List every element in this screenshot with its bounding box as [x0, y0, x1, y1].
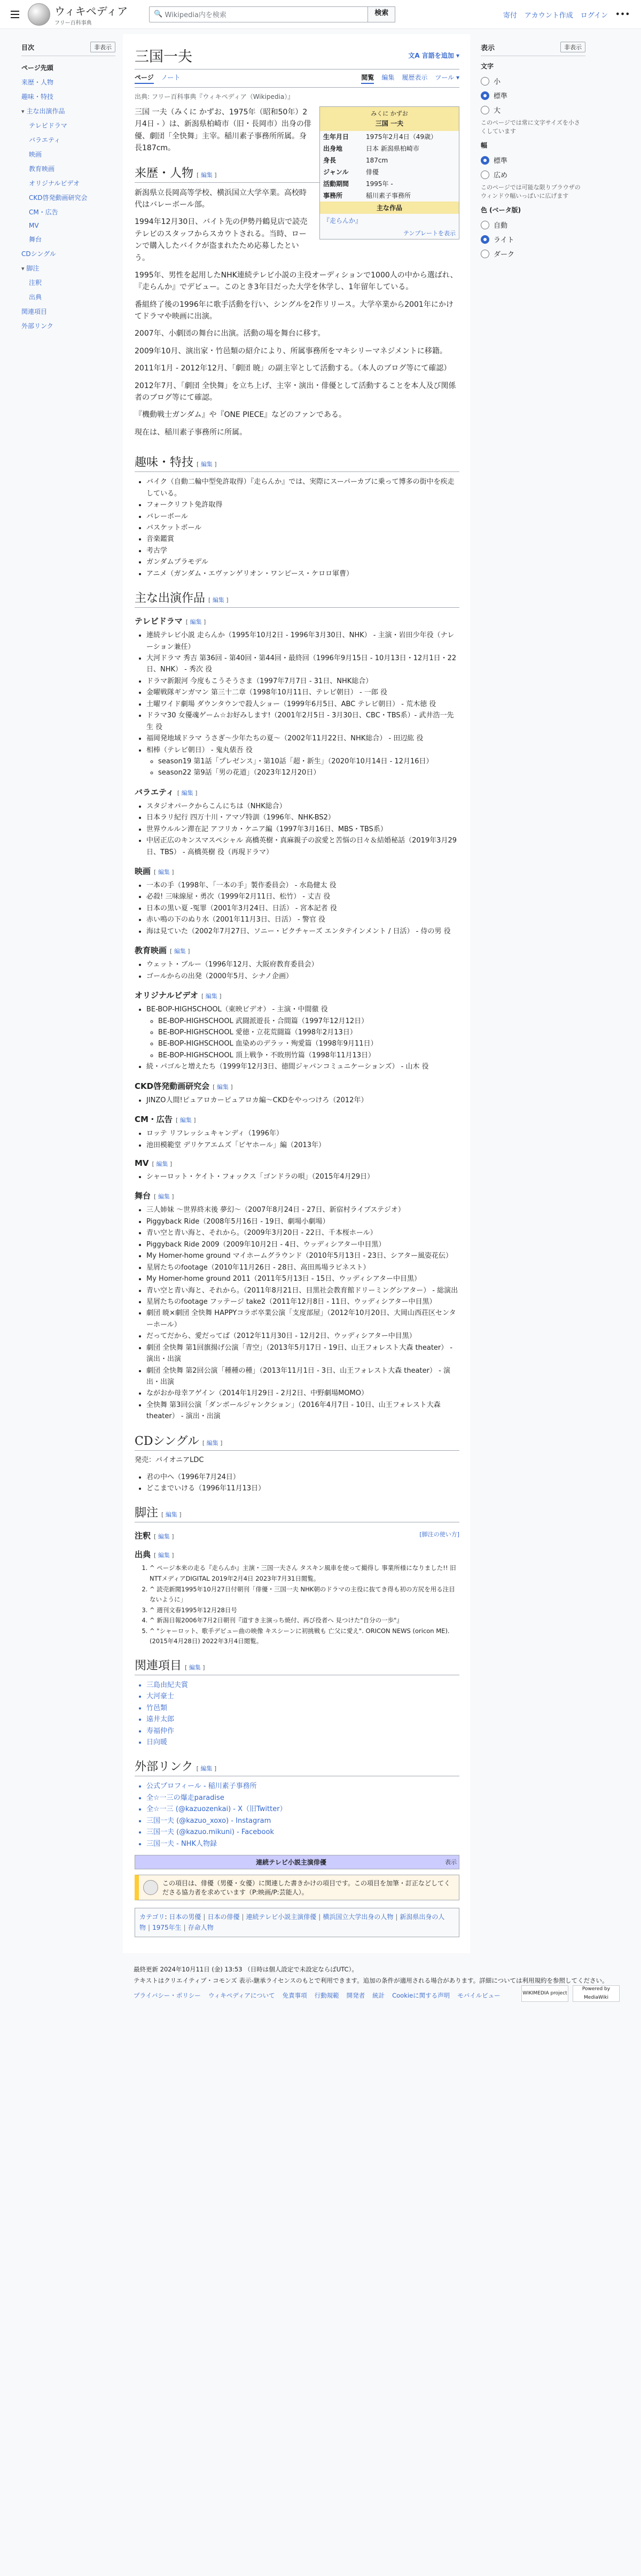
appearance-option-label: ダーク [494, 251, 515, 259]
donate-link[interactable]: 寄付 [503, 12, 517, 20]
lead-paragraph: 三国 一夫（みくに かずお、1975年（昭和50年）2月4日 - ）は、新潟県柏崎市（旧・長岡市）出身の俳優、劇団「全快舞」主宰。稲川素子事務所所属。身長187cm。 [135, 108, 311, 153]
section-cd: CDシングル [ 編集 ] [135, 1432, 459, 1451]
edu-film-item: • ウェット・ブルー（1996年12月、大阪府教育委員会） [146, 959, 459, 970]
footer-link[interactable]: 免責事項 [282, 1992, 307, 2000]
related-link[interactable]: • 竹邑類 [146, 1703, 459, 1714]
category-separator: | [148, 1924, 151, 1932]
reference-item: 2. ^ 読売新聞1995年10月27日付朝刊「俳優・三国一夫 NHK朝のドラマの主役に抜てき得も初の方尻を用る注目ないように」 [150, 1584, 459, 1605]
edit-link[interactable]: [ 編集 ] [185, 618, 206, 626]
radio-icon[interactable] [481, 250, 489, 258]
footer-link[interactable]: 行動規範 [314, 1992, 339, 2000]
category-link[interactable]: 日本の俳優 [207, 1913, 240, 1921]
toc-item[interactable]: 趣味・特技 [21, 93, 54, 100]
infobox-key: 事務所 [323, 191, 343, 199]
tab-history[interactable]: 履歴表示 [402, 74, 428, 81]
toc-title: 目次 [21, 43, 35, 51]
tab-page[interactable]: ページ [135, 73, 154, 84]
section-career: 来歴・人物 [ 編集 ] [135, 164, 459, 183]
section-notes: 脚注 [ 編集 ] [135, 1504, 459, 1522]
subsection-variety: バラエティ [ 編集 ] [135, 787, 198, 797]
tv-item-text: ドラマ30 女優魂ゲーム☆お好みします!（2001年2月5日 - 3月30日、CBC・TBS系）- 武井浩一先生 役 [146, 711, 454, 731]
variety-item: • スタジオパークからこんにちは（NHK総合） [146, 801, 459, 812]
subsection-tv: テレビドラマ [ 編集 ] [135, 616, 206, 626]
radio-icon[interactable] [481, 235, 489, 244]
toc-item[interactable]: オリジナルビデオ [29, 180, 80, 187]
edit-link[interactable]: [ 編集 ] [185, 1664, 205, 1671]
reference-item: 1. ^ ページ本来の走る『走らんか』主演・三国一夫さん タスキン風車を使って撮得し 事業所様になりました!! 旧NTTメディアDIGITAL 2019年2月4日 2023年7月31日閲覧。 [150, 1563, 459, 1584]
career-paragraph: 1995年、男性を起用したNHK連続テレビ小説の主役オーディションで1000人の中から選ばれ、『走らんか』でデビュー。このとき3年目だった大学を休学し、1年留年している。 [135, 270, 458, 292]
footer-link[interactable]: Cookieに関する声明 [392, 1992, 450, 2000]
infobox-key: 出身地 [323, 144, 343, 152]
toc-item[interactable]: 外部リンク [21, 322, 53, 330]
create-account-link[interactable]: アカウント作成 [524, 12, 573, 20]
infobox [319, 106, 459, 239]
subsection-cm: CM・広告 [ 編集 ] [135, 1115, 196, 1125]
appearance-group-label: 色 (ベータ版) [481, 206, 521, 214]
toc-sidebar [0, 34, 123, 1953]
tv-item [146, 676, 459, 687]
ov-item-text: BE-BOP-HIGHSCHOOL（東映ビデオ） - 主演・中間徹 役 [146, 1005, 328, 1014]
toc-item[interactable]: ▾ 脚注 [21, 261, 115, 275]
movie-item: • 赤い鳴の下のぬり水（2001年11月3日、日活） - 警官 役 [146, 914, 459, 925]
tab-edit[interactable]: 編集 [381, 74, 395, 81]
tv-item [146, 745, 459, 779]
ov-sub-item: ◦ BE-BOP-HIGHSCHOOL 血染めのデラッ・殉愛篇（1998年9月11日） [158, 1038, 459, 1049]
section-external: 外部リンク [ 編集 ] [135, 1758, 459, 1776]
reference-item: 4. ^ 新潟日報2006年7月2日朝刊『道すき主演っち焼付、再び役者へ 見つけた"自分の一歩"』 [150, 1615, 459, 1626]
category-separator: | [203, 1913, 206, 1921]
subsection-movie: 映画 [ 編集 ] [135, 867, 174, 877]
category-separator: | [395, 1913, 398, 1921]
cd-single-item: • どこまでいける（1996年11月13日） [146, 1483, 459, 1494]
appearance-option[interactable] [481, 232, 585, 246]
infobox-works-heading: 主な作品 [320, 202, 459, 214]
external-link[interactable]: • 全☆一三 (@kazuozenkai) - X（旧Twitter） [146, 1804, 459, 1815]
tab-tools[interactable]: ツール ▾ [435, 74, 459, 81]
toc-item[interactable]: 教育映画 [29, 165, 55, 173]
tv-sub-item: ◦ season19 第1話「プレゼンス」・第10話「超・新生」（2020年10月14日 - 12月16日） [158, 756, 459, 767]
ov-sub-item: ◦ BE-BOP-HIGHSCHOOL 頂上戦争・不敗刑竹篇（1998年11月13日） [158, 1050, 459, 1061]
career-paragraph: 2007年、小劇団の舞台に出演。活動の場を舞台に移す。 [135, 329, 325, 338]
footer-link[interactable]: 統計 [372, 1992, 385, 2000]
stage-item: • 青い空と青い海と、それから。（2011年8月21日、目黒社会教育館ドリーミングシアター） - 総演出 [146, 1285, 459, 1296]
edit-link[interactable]: [ 編集 ] [154, 1533, 174, 1541]
infobox-row [320, 166, 459, 178]
tv-item-text: 土曜ワイド劇場 ダウンタウンで殺人ショー（1999年6月5日、ABC テレビ朝日） - 荒木徳 役 [146, 700, 436, 708]
ov-item: • 続・パゴルと増えたち（1999年12月3日、徳間ジャパンコミュニケーションズ） - 山木 役 [146, 1061, 459, 1072]
movie-item: • 海は見ていた（2002年7月27日、ソニー・ピクチャーズ エンタテインメント / 日活） - 侍の男 役 [146, 926, 459, 937]
infobox-key: 生年月日 [323, 133, 349, 141]
edit-link[interactable]: [ 編集 ] [197, 461, 217, 468]
edit-link[interactable]: [ 編集 ] [177, 789, 198, 796]
category-separator: | [183, 1924, 186, 1932]
edit-link[interactable]: [ 編集 ] [196, 1765, 217, 1773]
edit-link[interactable]: [ 編集 ] [161, 1511, 182, 1519]
ov-sub-item: ◦ BE-BOP-HIGHSCHOOL 武闘派遊長・合間篇（1997年12月12日） [158, 1016, 459, 1027]
footer-link[interactable]: 開発者 [346, 1992, 365, 2000]
career-paragraph: 『機動戦士ガンダム』や『ONE PIECE』などのファンである。 [135, 411, 346, 420]
variety-item: • 日本ラリ紀行 四万十川・アマゾ特訓（1996年、NHK-BS2） [146, 812, 459, 823]
stage-item: • My Homer-home ground マイホームグラウンド（2010年5月13日 - 23日、シアター風姿花伝） [146, 1250, 459, 1262]
category-link[interactable]: 日本の男優 [169, 1913, 201, 1921]
toc-item[interactable]: 来歴・人物 [21, 79, 54, 86]
career-paragraph: 現在は、稲川素子事務所に所属。 [135, 428, 247, 437]
appearance-option[interactable] [481, 246, 585, 261]
toc-list [21, 60, 115, 333]
external-link[interactable]: • 公式プロフィール - 稲川素子事務所 [146, 1781, 459, 1792]
tv-sub-item: ◦ season22 第9話「男の花道」（2023年12月20日） [158, 767, 459, 778]
stage-item: • 青い空と青い海と、それから。（2009年3月20日 - 22日、千本桜ホール） [146, 1227, 459, 1239]
appearance-option-label: 自動 [494, 222, 508, 230]
toc-item[interactable]: 関連項目 [21, 308, 48, 315]
template-link[interactable]: テンプレートを表示 [403, 229, 456, 237]
reference-item: 5. ^ "シャーロット、歌手デビュー曲の映像 キスシーンに初挑戦も 亡父に愛え". ORICON NEWS (oricon ME). (2015年4月28日) 2022年3月4日閲覧。 [150, 1626, 459, 1647]
footnote-help-link[interactable]: [脚注の使い方] [419, 1531, 459, 1538]
edit-link[interactable]: [ 編集 ] [197, 171, 217, 179]
subsection-stage: 舞台 [ 編集 ] [135, 1191, 174, 1201]
site-logo[interactable] [28, 3, 128, 26]
edu-film-item: • ゴールからの出発（2000年5月、シナノ企画） [146, 971, 459, 982]
cd-label: 発売：パイオニアLDC [135, 1456, 204, 1464]
toc-item[interactable]: ▾ 主な出演作品 [21, 104, 115, 118]
appearance-hide-button[interactable]: 非表示 [560, 42, 585, 52]
edit-link[interactable]: [ 編集 ] [201, 993, 222, 1000]
cm-item: • 池田模範堂 デリケアエムズ「ビヤホール」編（2013年） [146, 1140, 459, 1151]
movie-item: • 一本の手（1998年、「一本の手」製作委員会） - 水島健太 役 [146, 880, 459, 891]
hobby-item: • ガンダムプラモデル [146, 556, 459, 568]
infobox-row [320, 190, 459, 202]
career-paragraph: 2009年10月、演出家・竹邑類の紹介により、所属事務所をマキシリーマネジメントに移籍。 [135, 346, 447, 355]
stage-item: • Piggyback Ride（2008年5月16日 - 19日、劇場小劇場） [146, 1216, 459, 1227]
hobby-item: • バイク（自動二輪中型免許取得）『走らんか』では、実際にスーパーカブに乗って博多の街中を疾走している。 [146, 476, 459, 499]
tv-item [146, 653, 459, 676]
movie-item: • 必殺! 三味線屋・勇次（1999年2月11日、松竹） - 丈吉 役 [146, 891, 459, 902]
career-paragraph: 2012年7月、「劇団 全快舞」を立ち上げ、主宰・演出・俳優として活動することを本人及び関係者のブログ等にて確認。 [135, 381, 456, 403]
toc-item[interactable]: 注釈 [29, 279, 42, 287]
search-form [149, 6, 395, 22]
appearance-option[interactable] [481, 167, 585, 182]
tv-item-text: 連続テレビ小説 走らんか（1995年10月2日 - 1996年3月30日、NHK） - 主演・岩田少年役（ナレーション兼任） [146, 631, 455, 651]
tv-item [146, 699, 459, 710]
page-footer [0, 1953, 641, 2018]
section-related: 関連項目 [ 編集 ] [135, 1657, 459, 1675]
tv-item [146, 630, 459, 653]
category-link[interactable]: 1975年生 [152, 1924, 182, 1932]
wikipedia-globe-icon [28, 3, 50, 26]
career-paragraph: 2011年1月 - 2012年12月、「劇団 暁」の副主宰として活動する。（本人のブログ等にて確認） [135, 364, 451, 373]
related-link[interactable]: • 三島由紀夫賞 [146, 1680, 459, 1691]
stage-item: • 劇団 全快舞 第1回旗揚げ公演「青空」（2013年5月17日 - 19日、山王フォレスト大森 theater） - 演出・出演 [146, 1342, 459, 1365]
appearance-hint: このページでは可能な限りブラウザのウィンドウ幅いっぱいに広げます [481, 184, 581, 199]
navbox-title[interactable]: 連続テレビ小説主演俳優 表示 [135, 1855, 459, 1869]
infobox-value: 俳優 [366, 168, 379, 176]
subsection-ov: オリジナルビデオ [ 編集 ] [135, 991, 222, 1001]
appearance-group-label: 幅 [481, 142, 488, 149]
radio-icon[interactable] [481, 106, 489, 114]
footer-link[interactable]: モバイルビュー [457, 1992, 501, 2000]
hobby-item: • バレーボール [146, 511, 459, 522]
page-tabs [135, 69, 459, 88]
category-label[interactable]: カテゴリ [139, 1913, 165, 1921]
search-button[interactable]: 検索 [368, 6, 395, 22]
page-source-note: 出典: フリー百科事典『ウィキペディア（Wikipedia）』 [135, 93, 294, 100]
category-separator: | [241, 1913, 244, 1921]
toc-item[interactable]: 舞台 [29, 236, 42, 243]
edit-link[interactable]: [ 編集 ] [152, 1161, 173, 1168]
logo-subtitle: フリー百科事典 [54, 20, 92, 26]
subsection-mv: MV [ 編集 ] [135, 1158, 173, 1169]
add-languages-button[interactable]: 文A 言語を追加 ▾ [408, 52, 459, 59]
subsection-ckd: CKD啓発動画研究会 [ 編集 ] [135, 1081, 233, 1091]
tab-read[interactable]: 閲覧 [361, 73, 374, 84]
appearance-option-label: 小 [494, 78, 501, 86]
radio-icon[interactable] [481, 171, 489, 179]
logo-title: ウィキペディア [54, 4, 128, 18]
search-icon: 🔍 [154, 10, 165, 18]
appearance-option[interactable] [481, 74, 585, 88]
tv-item [146, 687, 459, 698]
infobox-row [320, 143, 459, 154]
infobox-key: 活動期間 [323, 180, 349, 188]
category-link[interactable]: 存命人物 [187, 1924, 214, 1932]
stage-item: • ながおか母幸アゲイン（2014年1月29日 - 2月2日、中野劇場MOMO） [146, 1388, 459, 1399]
hobby-item: • バスケットボール [146, 522, 459, 533]
category-box: カテゴリ: 日本の男優 | 日本の俳優 | 連続テレビ小説主演俳優 | 横浜国立大学出身の人物 | 新潟県出身の人物 | 1975年生 | 存命人物 [135, 1908, 459, 1937]
section-works: 主な出演作品 [ 編集 ] [135, 589, 459, 608]
edit-link[interactable]: [ 編集 ] [154, 1552, 174, 1559]
toc-item[interactable]: テレビドラマ [29, 122, 67, 129]
infobox-name: 三国 一夫 [375, 119, 404, 127]
stage-item: • 全快舞 第3回公演「ダンボールジャンクション」（2016年4月7日 - 10日、山王フォレスト大森theater） - 演出・出演 [146, 1399, 459, 1422]
appearance-title: 表示 [481, 44, 495, 52]
section-hobby: 趣味・特技 [ 編集 ] [135, 453, 459, 472]
toc-item[interactable]: 出典 [29, 293, 42, 301]
appearance-option[interactable] [481, 103, 585, 117]
tv-item-text: ドラマ新銀河 今度もこうそうさま（1997年7月7日 - 31日、NHK総合） [146, 677, 373, 685]
page-title: 三国一夫 [135, 49, 192, 65]
related-link[interactable]: • 日向暖 [146, 1737, 459, 1748]
stub-notice [135, 1875, 459, 1900]
edit-link[interactable]: [ 編集 ] [170, 948, 190, 955]
ov-sub-item: ◦ BE-BOP-HIGHSCHOOL 愛徳・立花荒闘篇（1998年2月13日） [158, 1027, 459, 1038]
related-link[interactable]: • 寿福仲作 [146, 1726, 459, 1737]
hobby-item: • 考古学 [146, 545, 459, 556]
external-link[interactable]: • 三国一夫 - NHK人物録 [146, 1838, 459, 1850]
search-input[interactable]: 🔍 Wikipedia内を検索 [149, 6, 368, 22]
login-link[interactable]: ログイン [580, 12, 608, 20]
infobox-value: 187cm [366, 156, 388, 164]
infobox-value: 稲川素子事務所 [366, 191, 411, 199]
subsection-edu: 教育映画 [ 編集 ] [135, 946, 190, 956]
category-link[interactable]: 連続テレビ小説主演俳優 [246, 1913, 317, 1921]
appearance-option-label: 標準 [494, 92, 508, 100]
ckd-item: • JINZO人間!ピュアロカーピュアロカ編〜CKDをやっつけろ（2012年） [146, 1095, 459, 1106]
hobby-item: • 音楽鑑賞 [146, 533, 459, 545]
tv-item [146, 733, 459, 744]
infobox-key: 身長 [323, 156, 337, 164]
radio-icon[interactable] [481, 221, 489, 229]
stage-item: • だってだから、愛だってば（2012年11月30日 - 12月2日、ウッディシアター中目黒） [146, 1330, 459, 1342]
tv-item-text: 大河ドラマ 秀吉 第36回 - 第40回・第44回・最終回（1996年9月15日 - 10月13日・12月1日・22日、NHK） - 秀次 役 [146, 654, 457, 674]
edit-link[interactable]: [ 編集 ] [202, 1439, 223, 1446]
more-options-icon[interactable]: ••• [615, 11, 630, 19]
appearance-option-label: 広め [494, 172, 508, 180]
appearance-panel [470, 34, 593, 1953]
category-link[interactable]: 新潟県出身の人物 [139, 1913, 445, 1932]
navbox [135, 1855, 459, 1869]
radio-icon[interactable] [481, 77, 489, 86]
wikimedia-badge[interactable]: WIKIMEDIA project [521, 1985, 568, 2002]
toc-item[interactable]: MV [29, 222, 39, 229]
variety-item: • 世界ウルルン滞在記 アフリカ・ケニア編（1997年3月16日、MBS・TBS系） [146, 824, 459, 835]
career-paragraph: 新潟県立長岡高等学校、横浜国立大学卒業。高校時代はバレーボール部。 [135, 188, 307, 209]
stage-item: • 劇団 全快舞 第2回公演「種種の種」（2013年11月1日 - 3日、山王フォレスト大森 theater） - 演出・出演 [146, 1365, 459, 1388]
footer-last-modified: 最終更新 2024年10月11日 (金) 13:53 （日時は個人設定で未設定ならばUTC）。 [134, 1965, 358, 1973]
stage-item: • Piggyback Ride 2009（2009年10月2日 - 4日、ウッディシアター中目黒） [146, 1239, 459, 1250]
stage-item: • My Homer-home ground 2011（2011年5月13日 - 15日、ウッディシアター中目黒） [146, 1273, 459, 1285]
career-paragraph: 1994年12月30日、バイト先の伊勢丹鶴見店で読売テレビのスタッフからスカウトされる。当時、ローンで購入したバイクが盗まれたため応募したという。 [135, 218, 308, 262]
subsection-src: 出典 [ 編集 ] [135, 1550, 174, 1560]
infobox-works[interactable]: 『走らんか』 [323, 216, 362, 225]
toc-item[interactable]: ページ先頭 [21, 64, 53, 72]
stub-text: この項目は、俳優（男優・女優）に関連した書きかけの項目です。この項目を加筆・訂正などしてくださる協力者を求めています（P:映画/P:芸能人）。 [162, 1879, 451, 1897]
main-content [123, 34, 470, 1953]
tv-item [146, 710, 459, 733]
stage-item: • 星屑たちのfootage フッテージ take2（2011年12月8日 - 11日、ウッディシアター中目黒） [146, 1296, 459, 1308]
mediawiki-badge[interactable]: Powered by MediaWiki [573, 1985, 620, 2002]
infobox-row [320, 178, 459, 190]
tv-item-text: 相棒（テレビ朝日） - 鬼丸俵吾 役 [146, 746, 253, 754]
toc-item[interactable]: CKD啓発動画研究会 [29, 194, 88, 202]
subsection-chu: 注釈 [ 編集 ] [脚注の使い方] [135, 1531, 459, 1541]
reference-item: 3. ^ 週刊文春1995年12月28日号 [150, 1605, 459, 1616]
toc-item[interactable]: 映画 [29, 151, 42, 158]
appearance-option-label: 大 [494, 107, 501, 115]
appearance-option-label: 標準 [494, 157, 508, 165]
page-title-bar [135, 40, 459, 69]
toc-item[interactable]: CDシングル [21, 250, 56, 258]
tv-item-text: 金曜戦隊ギンガマン 第三十二章（1998年10月11日、テレビ朝日） - 一郎 役 [146, 689, 387, 697]
appearance-option-label: ライト [494, 236, 514, 244]
appearance-group-label: 文字 [481, 63, 494, 70]
related-link[interactable]: • 大河豪士 [146, 1691, 459, 1702]
infobox-key: ジャンル [323, 168, 349, 176]
infobox-row [320, 131, 459, 143]
toc-hide-button[interactable]: 非表示 [90, 42, 115, 52]
toc-item[interactable]: CM・広告 [29, 208, 58, 216]
stage-item: • 星屑たちのfootage（2010年11月26日 - 28日、高田馬場ラビネスト） [146, 1262, 459, 1273]
infobox-value: 日本 新潟県柏崎市 [366, 144, 419, 152]
category-link[interactable]: 横浜国立大学出身の人物 [323, 1913, 394, 1921]
stage-item: • 三人姉妹 〜世界終末後 夢幻〜（2007年8月24日 - 27日、新宿村ライブステジオ） [146, 1204, 459, 1216]
appearance-hint: このページでは常に文字サイズを小さくしています [481, 119, 580, 135]
cd-single-item: • 君の中へ（1996年7月24日） [146, 1472, 459, 1483]
career-paragraph: 番組終了後の1996年に歌手活動を行い、シングルを2作リリース。大学卒業から2001年にかけてドラマや映画に出演。 [135, 300, 454, 321]
edit-link[interactable]: [ 編集 ] [213, 1083, 233, 1090]
infobox-row [320, 154, 459, 166]
tab-talk[interactable]: ノート [161, 74, 181, 81]
hobby-item: • アニメ（ガンダム・エヴァンゲリオン・ワンピース・ケロロ軍曹） [146, 568, 459, 579]
external-link[interactable]: • 三国一夫 (@kazuo_xoxo) - Instagram [146, 1815, 459, 1827]
stub-icon [143, 1880, 158, 1895]
toc-item[interactable]: バラエティ [29, 136, 61, 144]
appearance-option[interactable] [481, 88, 585, 103]
related-link[interactable]: • 遠井太郎 [146, 1714, 459, 1725]
edit-link[interactable]: [ 編集 ] [175, 1117, 196, 1124]
appearance-option[interactable] [481, 218, 585, 232]
edit-link[interactable]: [ 編集 ] [154, 869, 174, 876]
tv-item-text: 福岡発地域ドラマ うさぎ～少年たちの夏～（2002年11月22日、NHK総合） - 田辺紘 役 [146, 734, 424, 743]
infobox-reading: みくに かずお [371, 110, 408, 117]
movie-item: • 日本の黒い夏 -冤罪（2001年3月24日、日活） - 宮本記者 役 [146, 903, 459, 914]
footer-link[interactable]: プライバシー・ポリシー [134, 1992, 201, 2000]
external-link[interactable]: • 全☆一三の爆走paradise [146, 1792, 459, 1804]
infobox-value: 1975年2月4日（49歳） [366, 133, 437, 141]
variety-item: • 中居正広のキンスマスペシャル 高橋英樹・真麻親子の涙愛と苦悩の日々＆結婚秘話（2019年3月29日、TBS） - 高橋英樹 役（再現ドラマ） [146, 835, 459, 858]
site-header [0, 0, 641, 29]
ov-item [146, 1004, 459, 1061]
edit-link[interactable]: [ 編集 ] [154, 1193, 174, 1201]
stage-item: • 劇団 暁×劇団 全快舞 HAPPYコラボ卒業公演「支度部屋」（2012年10月20日、大岡山西荘区センターホール） [146, 1308, 459, 1330]
main-menu-button[interactable] [6, 6, 24, 23]
infobox-value: 1995年 - [366, 180, 393, 188]
hobby-item: • フォークリフト免許取得 [146, 499, 459, 510]
radio-icon[interactable] [481, 91, 489, 100]
user-links [503, 10, 630, 20]
edit-link[interactable]: [ 編集 ] [208, 597, 229, 604]
footer-link[interactable]: ウィキペディアについて [208, 1992, 275, 2000]
radio-icon[interactable] [481, 156, 489, 165]
footer-license: テキストはクリエイティブ・コモンズ 表示-継承ライセンスのもとで利用できます。追加の条件が適用される場合があります。詳細については利用規約を参照してください。 [134, 1976, 608, 1984]
external-link[interactable]: • 三国一夫 (@kazuo.mikuni) - Facebook [146, 1827, 459, 1838]
cm-item: • ロッテ リフレッシュキャンディ（1996年） [146, 1128, 459, 1139]
appearance-option[interactable] [481, 153, 585, 167]
mv-item: • シャーロット・ケイト・フォックス「ゴンドラの唄」（2015年4月29日） [146, 1171, 459, 1182]
category-separator: | [318, 1913, 321, 1921]
